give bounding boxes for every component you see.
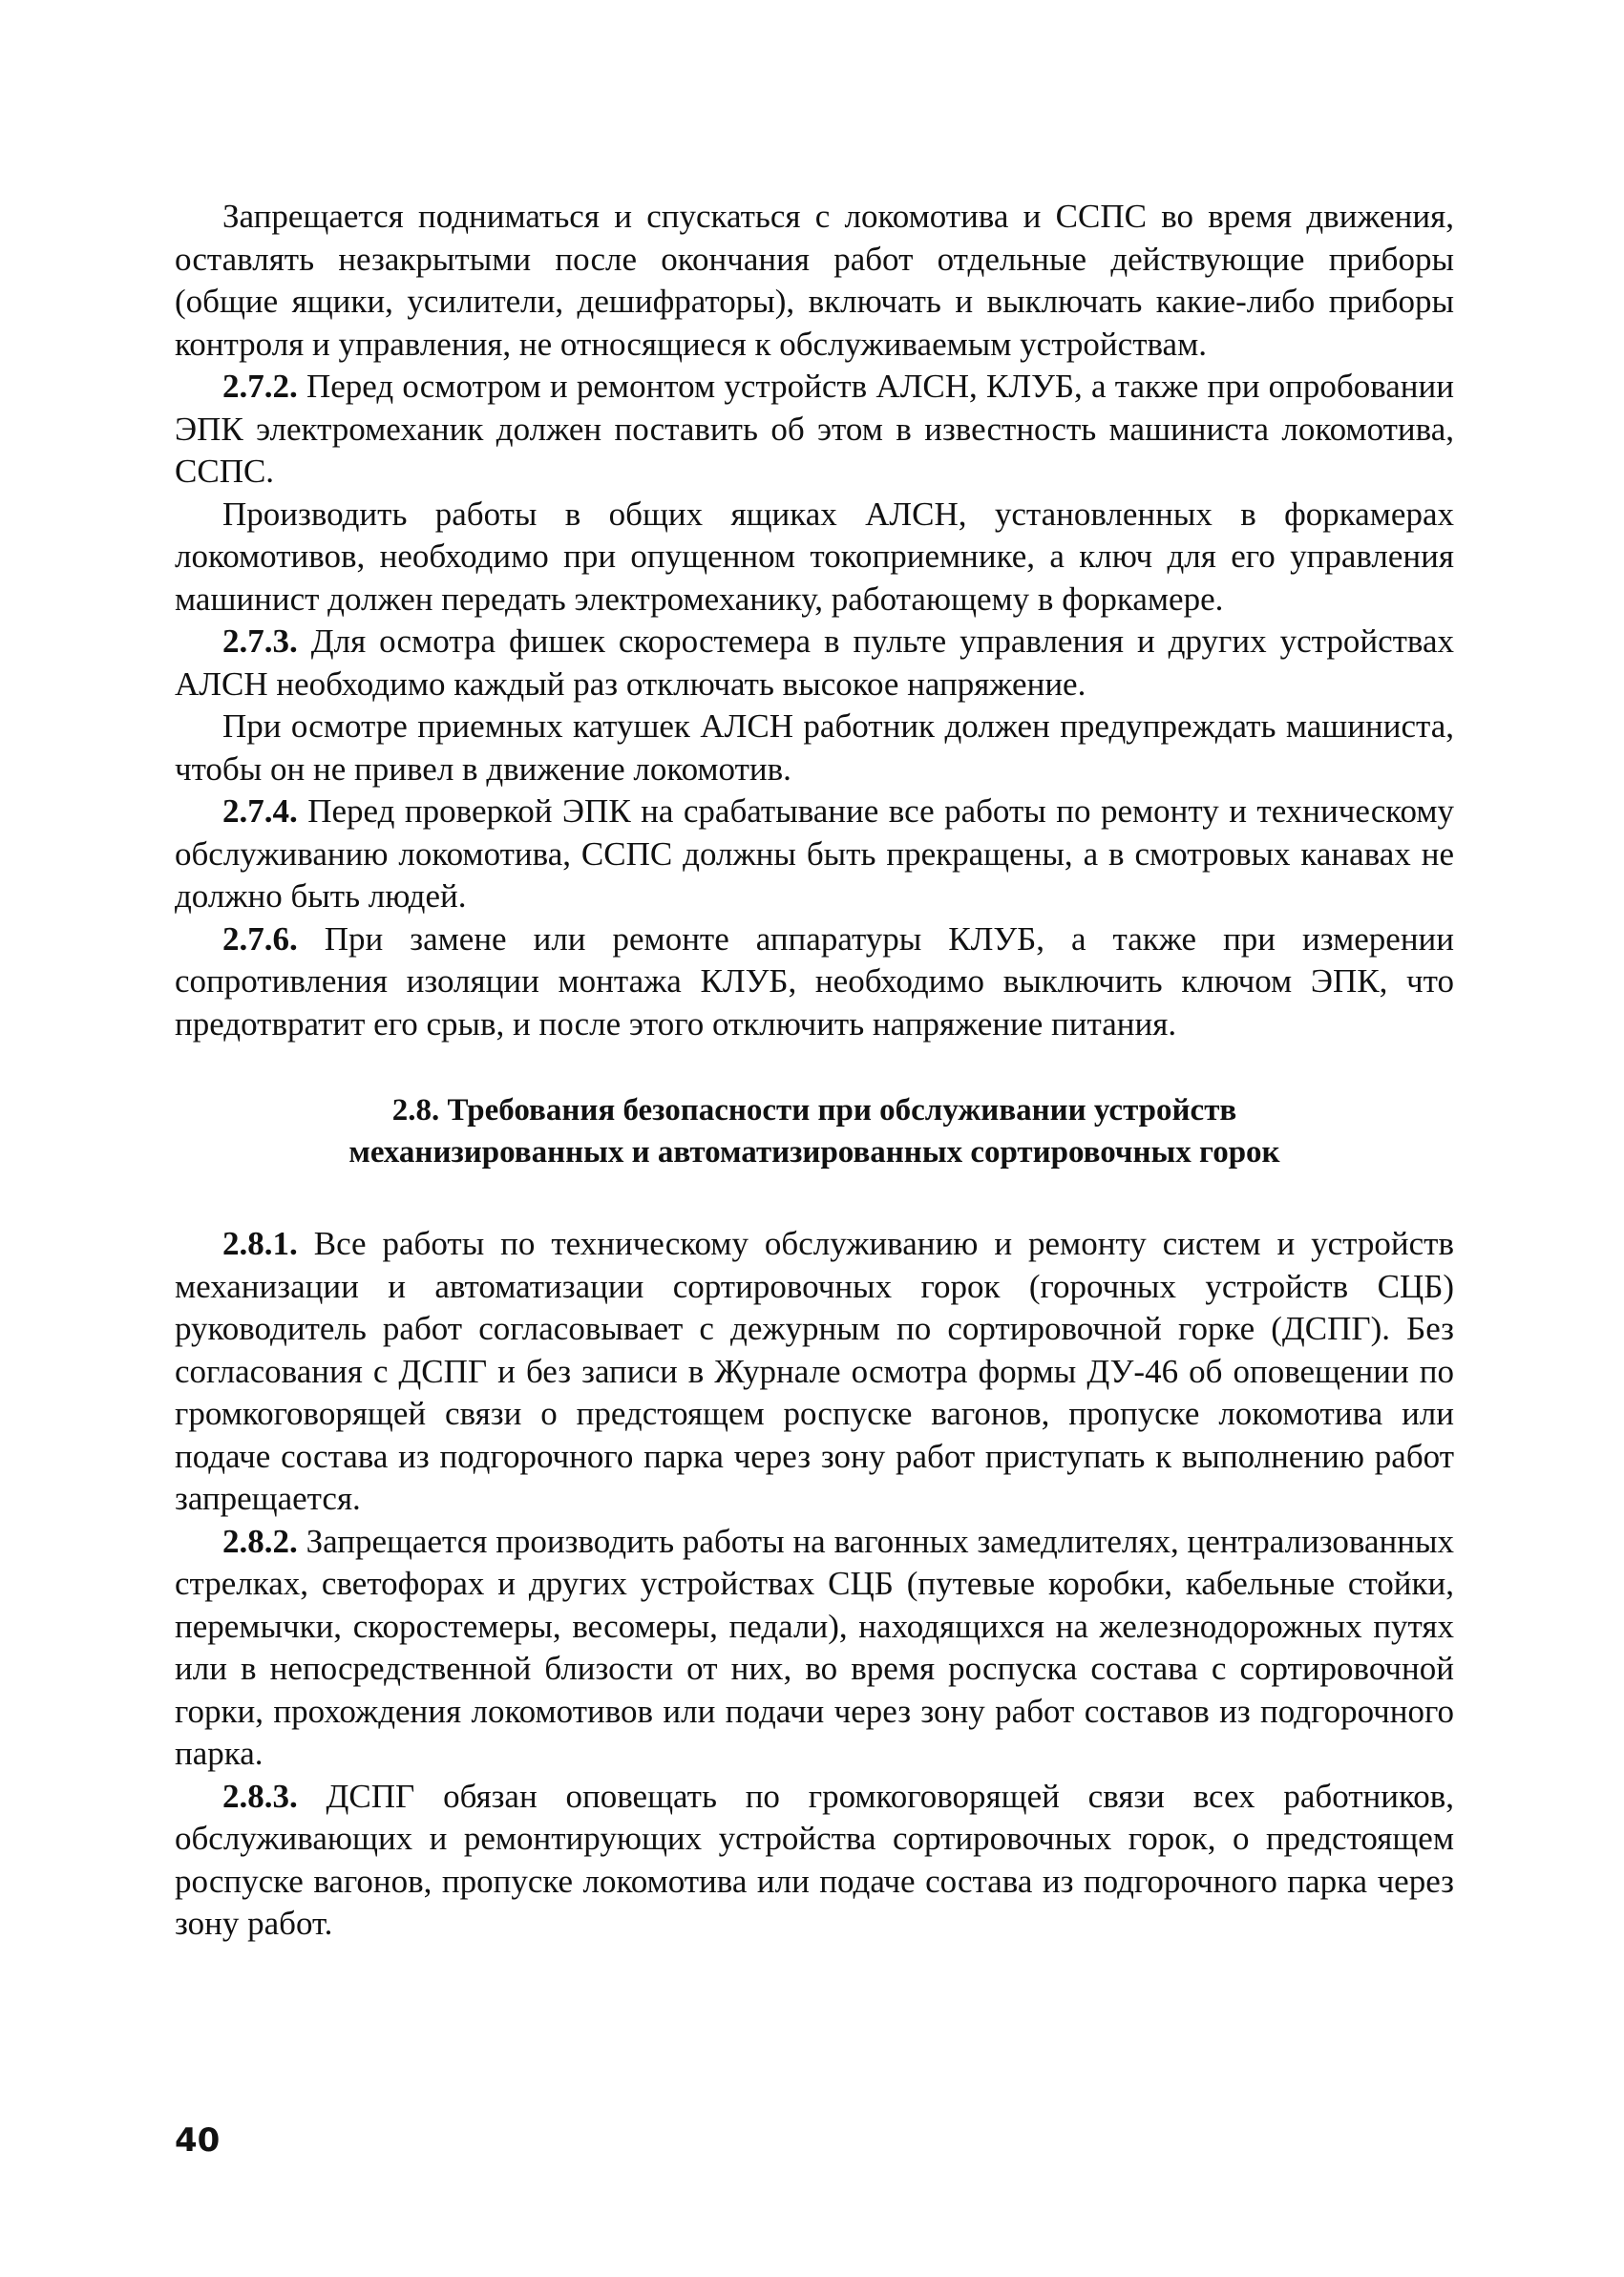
clause-number: 2.7.2.: [222, 368, 298, 405]
paragraph-text: Перед осмотром и ремонтом устройств АЛСН, КЛУБ, а также при опробовании ЭПК электромеханик должен поставить об этом в известность машиниста локомотива, ССПС.: [175, 368, 1455, 490]
paragraph-text: Запрещается производить работы на вагонных замедлителях, централизованных стрелках, светофорах и других устройствах СЦБ (путевые коробки, кабельные стойки, перемычки, скоростемеры, весомеры, педали), находящихся на железнодорожных путях или в непосредственной близости от них, во время роспуска состава с сортировочной горки, прохождения локомотивов или подачи через зону работ составов из подгорочного парка.: [175, 1522, 1455, 1772]
paragraph-text: При осмотре приемных катушек АЛСН работник должен предупреждать машиниста, чтобы он не привел в движение локомотив.: [175, 707, 1454, 788]
paragraph-forkamera: [175, 494, 1454, 622]
paragraph-text: Перед проверкой ЭПК на срабатывание все работы по ремонту и техническому обслуживанию локомотива, ССПС должны быть прекращены, а в смотровых канавах не должно быть людей.: [175, 792, 1455, 915]
paragraph-text: Все работы по техническому обслуживанию и ремонту систем и устройств механизации и автоматизации сортировочных горок (горочных устройств СЦБ) руководитель работ согласовывает с дежурным по сортировочной горке (ДСПГ). Без согласования с ДСПГ и без записи в Журнале осмотра формы ДУ-46 об оповещении по громкоговорящей связи о предстоящем роспуске вагонов, пропуске локомотива или подаче состава из подгорочного парка через зону работ приступать к выполнению работ запрещается.: [175, 1225, 1454, 1517]
page-number: 40: [175, 2121, 221, 2160]
clause-number: 2.7.4.: [222, 792, 298, 830]
clause-number: 2.7.3.: [222, 622, 298, 660]
paragraph-2-8-3: [175, 1776, 1454, 1946]
paragraph-2-7-2: [175, 366, 1454, 494]
paragraph-2-7-6: [175, 918, 1454, 1046]
page-content: [175, 196, 1454, 1946]
paragraph-text: Производить работы в общих ящиках АЛСН, установленных в форкамерах локомотивов, необходимо при опущенном токоприемнике, а ключ для его управления машинист должен передать электромеханику, работающему в форкамере.: [175, 495, 1454, 618]
paragraph-2-7-4: [175, 791, 1454, 918]
paragraph-text: ДСПГ обязан оповещать по громкоговорящей связи всех работников, обслуживающих и ремонтирующих устройства сортировочных горок, о предстоящем роспуске вагонов, пропуске локомотива или подаче состава из подгорочного парка через зону работ.: [175, 1777, 1454, 1942]
section-heading-2-8: [175, 1045, 1454, 1223]
paragraph-intro: [175, 196, 1454, 366]
paragraph-text: При замене или ремонте аппаратуры КЛУБ, а также при измерении сопротивления изоляции монтажа КЛУБ, необходимо выключить ключом ЭПК, что предотвратит его срыв, и после этого отключить напряжение питания.: [175, 919, 1455, 1043]
section-heading-line-2: механизированных и автоматизированных сортировочных горок: [348, 1135, 1280, 1170]
paragraph-2-8-1: [175, 1223, 1454, 1521]
paragraph-text: Для осмотра фишек скоростемера в пульте управления и других устройствах АЛСН необходимо каждый раз отключать высокое напряжение.: [175, 622, 1454, 703]
clause-number: 2.8.3.: [222, 1777, 298, 1815]
paragraph-coils: [175, 706, 1454, 791]
clause-number: 2.8.1.: [222, 1225, 298, 1262]
paragraph-2-7-3: [175, 621, 1454, 706]
paragraph-2-8-2: [175, 1521, 1454, 1776]
clause-number: 2.8.2.: [222, 1522, 298, 1560]
paragraph-text: Запрещается подниматься и спускаться с локомотива и ССПС во время движения, оставлять незакрытыми после окончания работ отдельные действующие приборы (общие ящики, усилители, дешифраторы), включать и выключать какие-либо приборы контроля и управления, не относящиеся к обслуживаемым устройствам.: [175, 198, 1454, 363]
clause-number: 2.7.6.: [222, 919, 298, 958]
section-heading-line-1: 2.8. Требования безопасности при обслуживании устройств: [391, 1093, 1237, 1128]
